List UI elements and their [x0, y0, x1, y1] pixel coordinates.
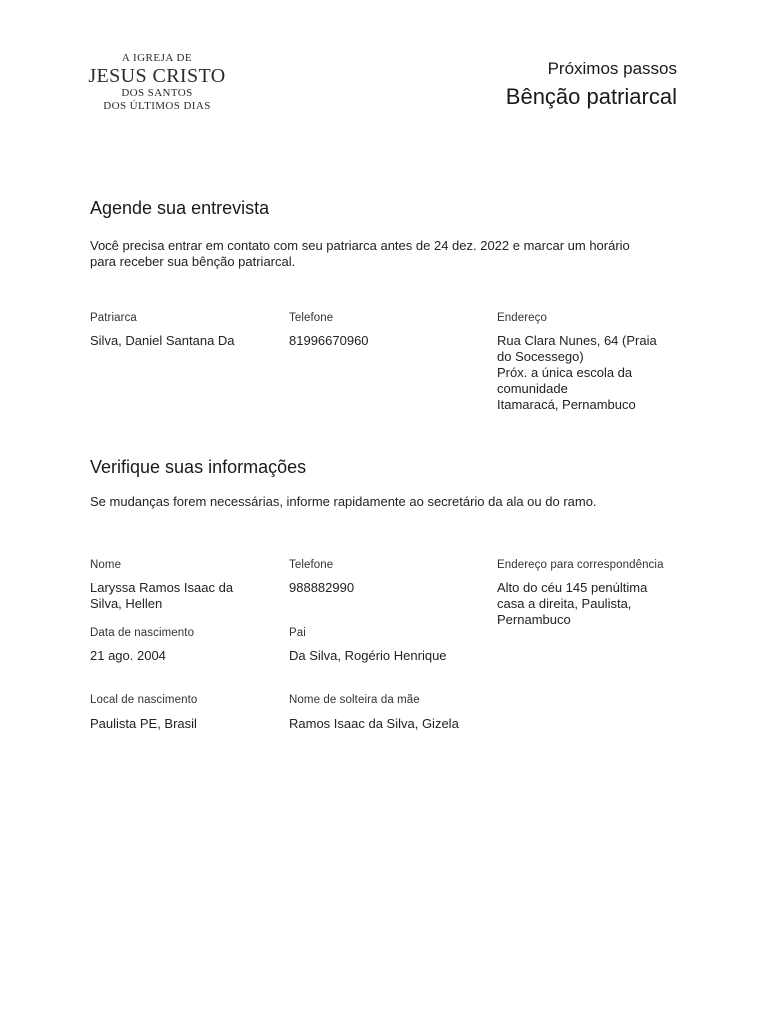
patriarch-address-line: Rua Clara Nunes, 64 (Praia	[497, 333, 657, 348]
mail-address-line: Pernambuco	[497, 612, 571, 627]
member-name	[90, 580, 270, 612]
birthdate-value: 21 ago. 2004	[90, 648, 166, 663]
patriarch-address	[497, 333, 687, 413]
page-title: Bênção patriarcal	[505, 84, 677, 109]
birthplace-label: Local de nascimento	[90, 694, 198, 706]
patriarch-phone: 81996670960	[289, 333, 369, 348]
father-value: Da Silva, Rogério Henrique	[289, 648, 447, 663]
interview-intro	[90, 238, 690, 270]
patriarch-address-line: Itamaracá, Pernambuco	[497, 397, 636, 412]
birthplace-value: Paulista PE, Brasil	[90, 716, 197, 731]
father-label: Pai	[289, 627, 306, 639]
interview-heading: Agende sua entrevista	[90, 198, 270, 218]
verify-intro: Se mudanças forem necessárias, informe rapidamente ao secretário da ala ou do ramo.	[90, 494, 597, 509]
patriarch-name: Silva, Daniel Santana Da	[90, 333, 235, 348]
logo-line-3: DOS SANTOS	[121, 87, 193, 99]
logo-line-4: DOS ÚLTIMOS DIAS	[103, 100, 211, 112]
patriarch-address-label: Endereço	[497, 312, 548, 324]
patriarch-address-line: comunidade	[497, 381, 568, 396]
member-name-line: Laryssa Ramos Isaac da	[90, 580, 234, 595]
birthdate-label: Data de nascimento	[90, 627, 195, 639]
member-name-line: Silva, Hellen	[90, 596, 163, 611]
patriarch-address-line: do Socessego)	[497, 349, 584, 364]
mail-address	[497, 580, 687, 628]
member-phone-label: Telefone	[289, 559, 334, 571]
logo-line-1: A IGREJA DE	[121, 52, 193, 64]
verify-heading: Verifique suas informações	[90, 457, 307, 477]
mail-address-label: Endereço para correspondência	[497, 559, 664, 571]
member-phone: 988882990	[289, 580, 355, 595]
mail-address-line: Alto do céu 145 penúltima	[497, 580, 648, 595]
name-label: Nome	[90, 559, 122, 571]
patriarch-address-line: Próx. a única escola da	[497, 365, 633, 380]
mother-maiden-label: Nome de solteira da mãe	[289, 694, 420, 706]
church-logo	[86, 51, 228, 121]
header-subtitle: Próximos passos	[547, 59, 677, 78]
mail-address-line: casa a direita, Paulista,	[497, 596, 632, 611]
interview-intro-line-1: Você precisa entrar em contato com seu patriarca antes de 24 dez. 2022 e marcar um horário	[90, 238, 630, 253]
mother-maiden-value: Ramos Isaac da Silva, Gizela	[289, 716, 459, 731]
patriarch-phone-label: Telefone	[289, 312, 334, 324]
patriarch-label: Patriarca	[90, 312, 137, 324]
interview-intro-line-2: para receber sua bênção patriarcal.	[90, 254, 296, 269]
logo-line-2: JESUS CRISTO	[88, 65, 226, 87]
